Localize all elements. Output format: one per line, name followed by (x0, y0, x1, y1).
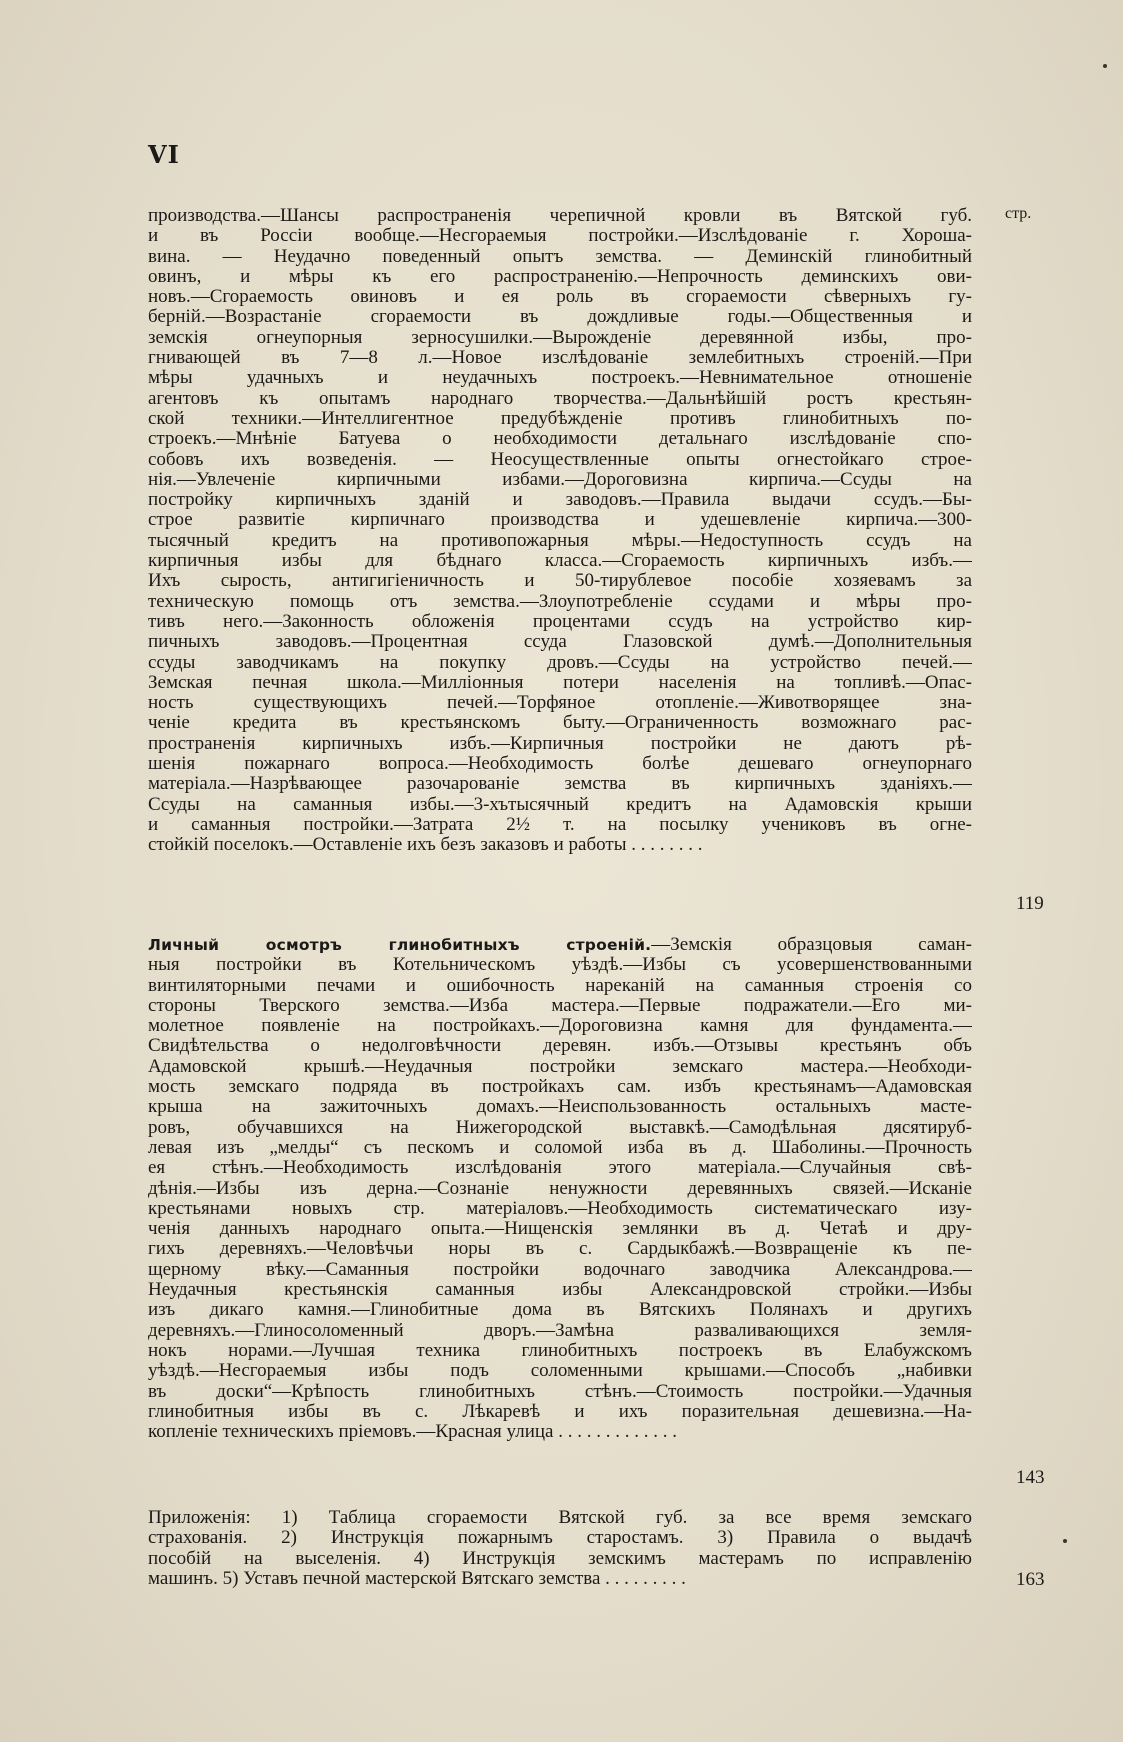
toc-line-text: ровъ, обучавшихся на Нижегородской выставкѣ.—Самодѣльная дясятируб- (148, 1117, 972, 1138)
toc-line-text: и саманныя постройки.—Затрата 2½ т. на посылку учениковъ въ огне- (148, 814, 972, 835)
toc-line (148, 976, 972, 996)
toc-line (148, 389, 972, 409)
toc-line (148, 206, 972, 226)
toc-line (148, 267, 972, 287)
toc-page-ref: 163 (1016, 1569, 1045, 1590)
toc-line-text: гихъ деревняхъ.—Человѣчьи норы въ с. Сардыкбажѣ.—Возвращеніе къ пе- (148, 1239, 972, 1260)
toc-line-text: мость земскаго подряда въ постройкахъ сам. избъ крестьянамъ—Адамовская (148, 1077, 972, 1098)
toc-line (148, 307, 972, 327)
toc-line (148, 1341, 972, 1361)
toc-line (148, 754, 972, 774)
toc-entry (148, 935, 972, 1442)
toc-line (148, 1179, 972, 1199)
toc-line (148, 1036, 972, 1056)
toc-line (148, 1402, 972, 1422)
toc-line (148, 795, 972, 815)
toc-line-text: ныя постройки въ Котельническомъ уѣздѣ.—Избы съ усовершенствованными (148, 955, 972, 976)
toc-line-text: тысячный кредитъ на противопожарныя мѣры.—Недоступность ссудъ на (148, 530, 972, 551)
toc-line (148, 734, 972, 754)
toc-line (148, 815, 972, 835)
toc-line-text: техническую помощь отъ земства.—Злоупотребленіе ссудами и мѣры про- (148, 591, 972, 612)
toc-line-text: ченіе кредита въ крестьянскомъ быту.—Ограниченность возможнаго рас- (148, 713, 972, 734)
toc-line-text: ченія данныхъ народнаго опыта.—Нищенскія землянки въ д. Четаѣ и дру- (148, 1219, 972, 1240)
toc-line (148, 531, 972, 551)
toc-line-text: въ доски“—Крѣпость глинобитныхъ стѣнъ.—Стоимость постройки.—Удачныя (148, 1381, 972, 1402)
toc-line-text: щерному вѣку.—Саманныя постройки водочнаго заводчика Александрова.— (148, 1259, 972, 1280)
toc-line-text: вина. — Неудачно поведенный опытъ земства. — Деминскій глинобитный (148, 246, 972, 267)
toc-line-text: тивъ него.—Законность обложенія процентами ссудъ на устройство кир- (148, 611, 972, 632)
toc-line (148, 1016, 972, 1036)
toc-line-text: Ихъ сырость, антигигіеничность и 50-тирублевое пособіе хозяевамъ за (148, 571, 972, 592)
toc-line (148, 409, 972, 429)
toc-line-text: ея стѣнъ.—Необходимость изслѣдованія этого матеріала.—Случайныя свѣ- (148, 1158, 972, 1179)
toc-line (148, 1138, 972, 1158)
toc-line (148, 1382, 972, 1402)
toc-page-ref: 119 (1016, 893, 1044, 914)
toc-line (148, 1528, 972, 1548)
toc-line (148, 1569, 972, 1589)
toc-line (148, 226, 972, 246)
toc-line-text: пособій на выселенія. 4) Инструкція земскимъ мастерамъ по исправленію (148, 1548, 972, 1569)
toc-line-text: пичныхъ заводовъ.—Процентная ссуда Глазовской думѣ.—Дополнительныя (148, 632, 972, 653)
toc-line (148, 328, 972, 348)
toc-line (148, 713, 972, 733)
toc-line-text: —Земскія образцовыя саман- (651, 935, 972, 955)
toc-line-text: и въ Россіи вообще.—Несгораемыя постройки.—Изслѣдованіе г. Хороша- (148, 226, 972, 247)
toc-line (148, 673, 972, 693)
toc-line-text: нокъ норами.—Лучшая техника глинобитныхъ построекъ въ Елабужскомъ (148, 1340, 972, 1361)
toc-line (148, 1219, 972, 1239)
toc-line (148, 1549, 972, 1569)
toc-line (148, 429, 972, 449)
toc-line-text: Свидѣтельства о недолговѣчности деревян. избъ.—Отзывы крестьянъ объ (148, 1036, 972, 1057)
toc-line-text: изъ дикаго камня.—Глинобитные дома въ Вятскихъ Полянахъ и другихъ (148, 1300, 972, 1321)
toc-line (148, 1361, 972, 1381)
toc-line (148, 612, 972, 632)
toc-line-text: строекъ.—Мнѣніе Батуева о необходимости детальнаго изслѣдованіе спо- (148, 429, 972, 450)
toc-line (148, 1158, 972, 1178)
toc-line (148, 247, 972, 267)
toc-line-text: крыша на зажиточныхъ домахъ.—Неиспользованность остальныхъ масте- (148, 1097, 972, 1118)
toc-line-text: земскія огнеупорныя зерносушилки.—Вырожденіе деревянной избы, про- (148, 327, 972, 348)
toc-line-text: ность существующихъ печей.—Торфяное отопленіе.—Животворящее зна- (148, 693, 972, 714)
toc-line-text: страхованія. 2) Инструкція пожарнымъ старостамъ. 3) Правила о выдачѣ (148, 1528, 972, 1549)
toc-line-text: собовъ ихъ возведенія. — Неосуществленные опыты огнестойкаго строе- (148, 449, 972, 470)
toc-line (148, 592, 972, 612)
toc-line-text: крестьянами новыхъ стр. матеріаловъ.—Необходимость систематическаго изу- (148, 1198, 972, 1219)
toc-line-text: гнивающей въ 7—8 л.—Новое изслѣдованіе землебитныхъ строеній.—При (148, 348, 972, 369)
toc-line-text: агентовъ къ опытамъ народнаго творчества.—Дальнѣйшій ростъ крестьян- (148, 388, 972, 409)
toc-line-text: нія.—Увлеченіе кирпичными избами.—Дороговизна кирпича.—Ссуды на (148, 469, 972, 490)
toc-line-text: новъ.—Сгораемость овиновъ и ея роль въ сгораемости сѣверныхъ гу- (148, 287, 972, 308)
toc-entry-heading: Личный осмотръ глинобитныхъ строеній. (148, 936, 652, 954)
toc-line (148, 1097, 972, 1117)
toc-line-text: мѣры удачныхъ и неудачныхъ построекъ.—Невнимательное отношеніе (148, 368, 972, 389)
toc-line-text: деревняхъ.—Глиносоломенный дворъ.—Замѣна разваливающихся земля- (148, 1320, 972, 1341)
toc-line (148, 368, 972, 388)
toc-line-text: Земская печная школа.—Милліонныя потери населенія на топливѣ.—Опас- (148, 672, 972, 693)
toc-line-text: Неудачныя крестьянскія саманныя избы Александровской стройки.—Избы (148, 1280, 972, 1301)
paper-speck (1103, 64, 1107, 68)
toc-line-text: берній.—Возрастаніе сгораемости въ дождливые годы.—Общественныя и (148, 307, 972, 328)
toc-line-text: ссуды заводчикамъ на покупку дровъ.—Ссуды на устройство печей.— (148, 652, 972, 673)
toc-line-text: глинобитныя избы въ с. Лѣкаревѣ и ихъ поразительная дешевизна.—На- (148, 1401, 972, 1422)
toc-line (148, 1300, 972, 1320)
toc-line (148, 551, 972, 571)
toc-line (148, 1239, 972, 1259)
toc-line (148, 490, 972, 510)
toc-line-text: овинъ, и мѣры къ его распространенію.—Непрочность деминскихъ ови- (148, 266, 972, 287)
toc-line (148, 348, 972, 368)
toc-line-text: матеріала.—Назрѣвающее разочарованіе земства въ кирпичныхъ зданіяхъ.— (148, 774, 972, 795)
toc-line-text: Ссуды на саманныя избы.—3-хътысячный кредитъ на Адамовскія крыши (148, 794, 972, 815)
toc-line (148, 835, 972, 855)
toc-line-text: копленіе техническихъ пріемовъ.—Красная улица . . . . . . . . . . . . . (148, 1422, 677, 1443)
toc-line (148, 1057, 972, 1077)
toc-line (148, 632, 972, 652)
toc-entry (148, 206, 972, 856)
toc-line-text: постройку кирпичныхъ зданій и заводовъ.—Правила выдачи ссудъ.—Бы- (148, 490, 972, 511)
toc-line (148, 1077, 972, 1097)
toc-line-text: машинъ. 5) Уставъ печной мастерской Вятскаго земства . . . . . . . . . (148, 1568, 686, 1589)
toc-page-ref: 143 (1016, 1467, 1045, 1488)
toc-line-text: шенія пожарнаго вопроса.—Необходимость болѣе дешеваго огнеупорнаго (148, 754, 972, 775)
toc-line-text: уѣздѣ.—Несгораемыя избы подъ соломенными крышами.—Способъ „набивки (148, 1361, 972, 1382)
toc-line (148, 287, 972, 307)
toc-line (148, 510, 972, 530)
page-column-label: стр. (1005, 205, 1032, 222)
toc-line-text: стороны Тверского земства.—Изба мастера.—Первые подражатели.—Его ми- (148, 995, 972, 1016)
toc-line (148, 571, 972, 591)
toc-line-text: стойкій поселокъ.—Оставленіе ихъ безъ заказовъ и работы . . . . . . . . (148, 835, 703, 856)
toc-line (148, 1508, 972, 1528)
toc-entry (148, 1508, 972, 1589)
toc-line (148, 774, 972, 794)
toc-line-text: Адамовской крышѣ.—Неудачныя постройки земскаго мастера.—Необходи- (148, 1056, 972, 1077)
toc-line (148, 1321, 972, 1341)
toc-line (148, 996, 972, 1016)
toc-line-text: строе развитіе кирпичнаго производства и удешевленіе кирпича.—300- (148, 510, 972, 531)
toc-line-text: пространенія кирпичныхъ избъ.—Кирпичныя постройки не даютъ рѣ- (148, 733, 972, 754)
toc-line (148, 955, 972, 975)
paper-speck (1063, 1539, 1067, 1543)
toc-line (148, 450, 972, 470)
toc-line-text: ской техники.—Интеллигентное предубѣжденіе противъ глинобитныхъ по- (148, 408, 972, 429)
toc-line-text: винтиляторными печами и ошибочность нареканій на саманныя строенія со (148, 975, 972, 996)
toc-line (148, 1260, 972, 1280)
toc-line-text: дѣнія.—Избы изъ дерна.—Сознаніе ненужности деревянныхъ связей.—Исканіе (148, 1178, 972, 1199)
toc-line (148, 653, 972, 673)
toc-line (148, 1118, 972, 1138)
toc-line-text: Приложенія: 1) Таблица сгораемости Вятской губ. за все время земскаго (148, 1508, 972, 1528)
toc-line (148, 470, 972, 490)
toc-line (148, 1280, 972, 1300)
toc-line (148, 1199, 972, 1219)
toc-line-text: производства.—Шансы распространенія черепичной кровли въ Вятской губ. (148, 206, 972, 226)
page-number: VI (148, 140, 180, 169)
toc-line (148, 1422, 972, 1442)
toc-line-text: молетное появленіе на постройкахъ.—Дороговизна камня для фундамента.— (148, 1016, 972, 1037)
toc-line-text: кирпичныя избы для бѣднаго класса.—Сгораемость кирпичныхъ избъ.— (148, 551, 972, 572)
toc-line (148, 693, 972, 713)
toc-line-text: левая изъ „мелды“ съ пескомъ и соломой изба въ д. Шаболины.—Прочность (148, 1137, 972, 1158)
toc-line (148, 935, 972, 955)
